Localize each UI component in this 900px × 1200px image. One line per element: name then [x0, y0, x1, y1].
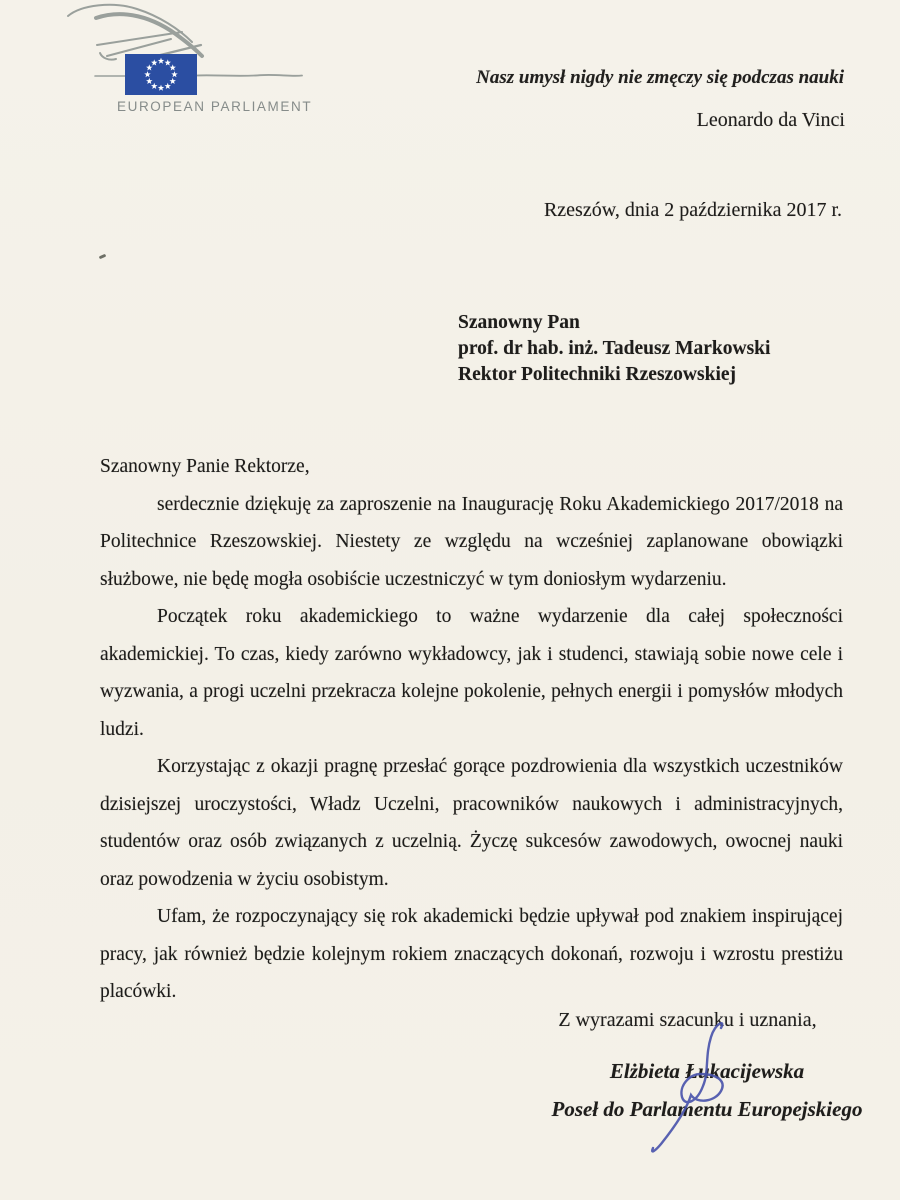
sender-title: Poseł do Parlamentu Europejskiego	[551, 1097, 863, 1121]
european-parliament-logo	[55, 2, 365, 167]
institution-name: EUROPEAN PARLIAMENT	[117, 99, 313, 114]
scan-speck	[99, 254, 107, 260]
salutation: Szanowny Panie Rektorze,	[100, 456, 310, 477]
valediction: Z wyrazami szacunku i uznania,	[558, 1009, 817, 1031]
eu-flag	[125, 54, 197, 95]
paragraph-1: serdecznie dziękuję za zaproszenie na Inaugurację Roku Akademickiego 2017/2018 na Politechnice Rzeszowskiej. Niestety ze względu na wcześniej zaplanowane obowiązki służbowe, nie będę mogła osobiście uczestniczyć w tym doniosłym wydarzeniu.	[100, 493, 843, 590]
signature-stroke	[652, 1023, 722, 1151]
paragraph-4: Ufam, że rozpoczynający się rok akademicki będzie upływał pod znakiem inspirującej pracy, jak również będzie kolejnym rokiem znaczących dokonań, rozwoju i wzrostu prestiżu placówki.	[100, 906, 843, 1002]
sender-name: Elżbieta Łukacijewska	[609, 1059, 805, 1083]
addressee-salutation: Szanowny Pan	[458, 312, 580, 333]
dateline: Rzeszów, dnia 2 października 2017 r.	[543, 199, 842, 221]
paragraph-3: Korzystając z okazji pragnę przesłać gorące pozdrowienia dla wszystkich uczestników dzisiejszej uroczystości, Władz Uczelni, pracowników naukowych i administracyjnych, studentów oraz osób związanych z uczelnią. Życzę sukcesów zawodowych, owocnej nauki oraz powodzenia w życiu osobistym.	[100, 756, 843, 890]
paragraph-2: Początek roku akademickiego to ważne wydarzenie dla całej społeczności akademickiej. To czas, kiedy zarówno wykładowcy, jak i studenci, stawiają sobie nowe cele i wyzwania, a progi uczelni przekracza kolejne pokolenie, pełnych energii i pomysłów młodych ludzi.	[100, 606, 843, 740]
motto-quote: Nasz umysł nigdy nie zmęczy się podczas nauki	[476, 67, 844, 88]
motto-author: Leonardo da Vinci	[696, 109, 845, 131]
handwritten-signature	[645, 1022, 740, 1162]
addressee-position: Rektor Politechniki Rzeszowskiej	[458, 364, 737, 385]
addressee-name: prof. dr hab. inż. Tadeusz Markowski	[458, 338, 771, 359]
addressee-block	[458, 310, 770, 388]
letter-body	[100, 448, 843, 1011]
